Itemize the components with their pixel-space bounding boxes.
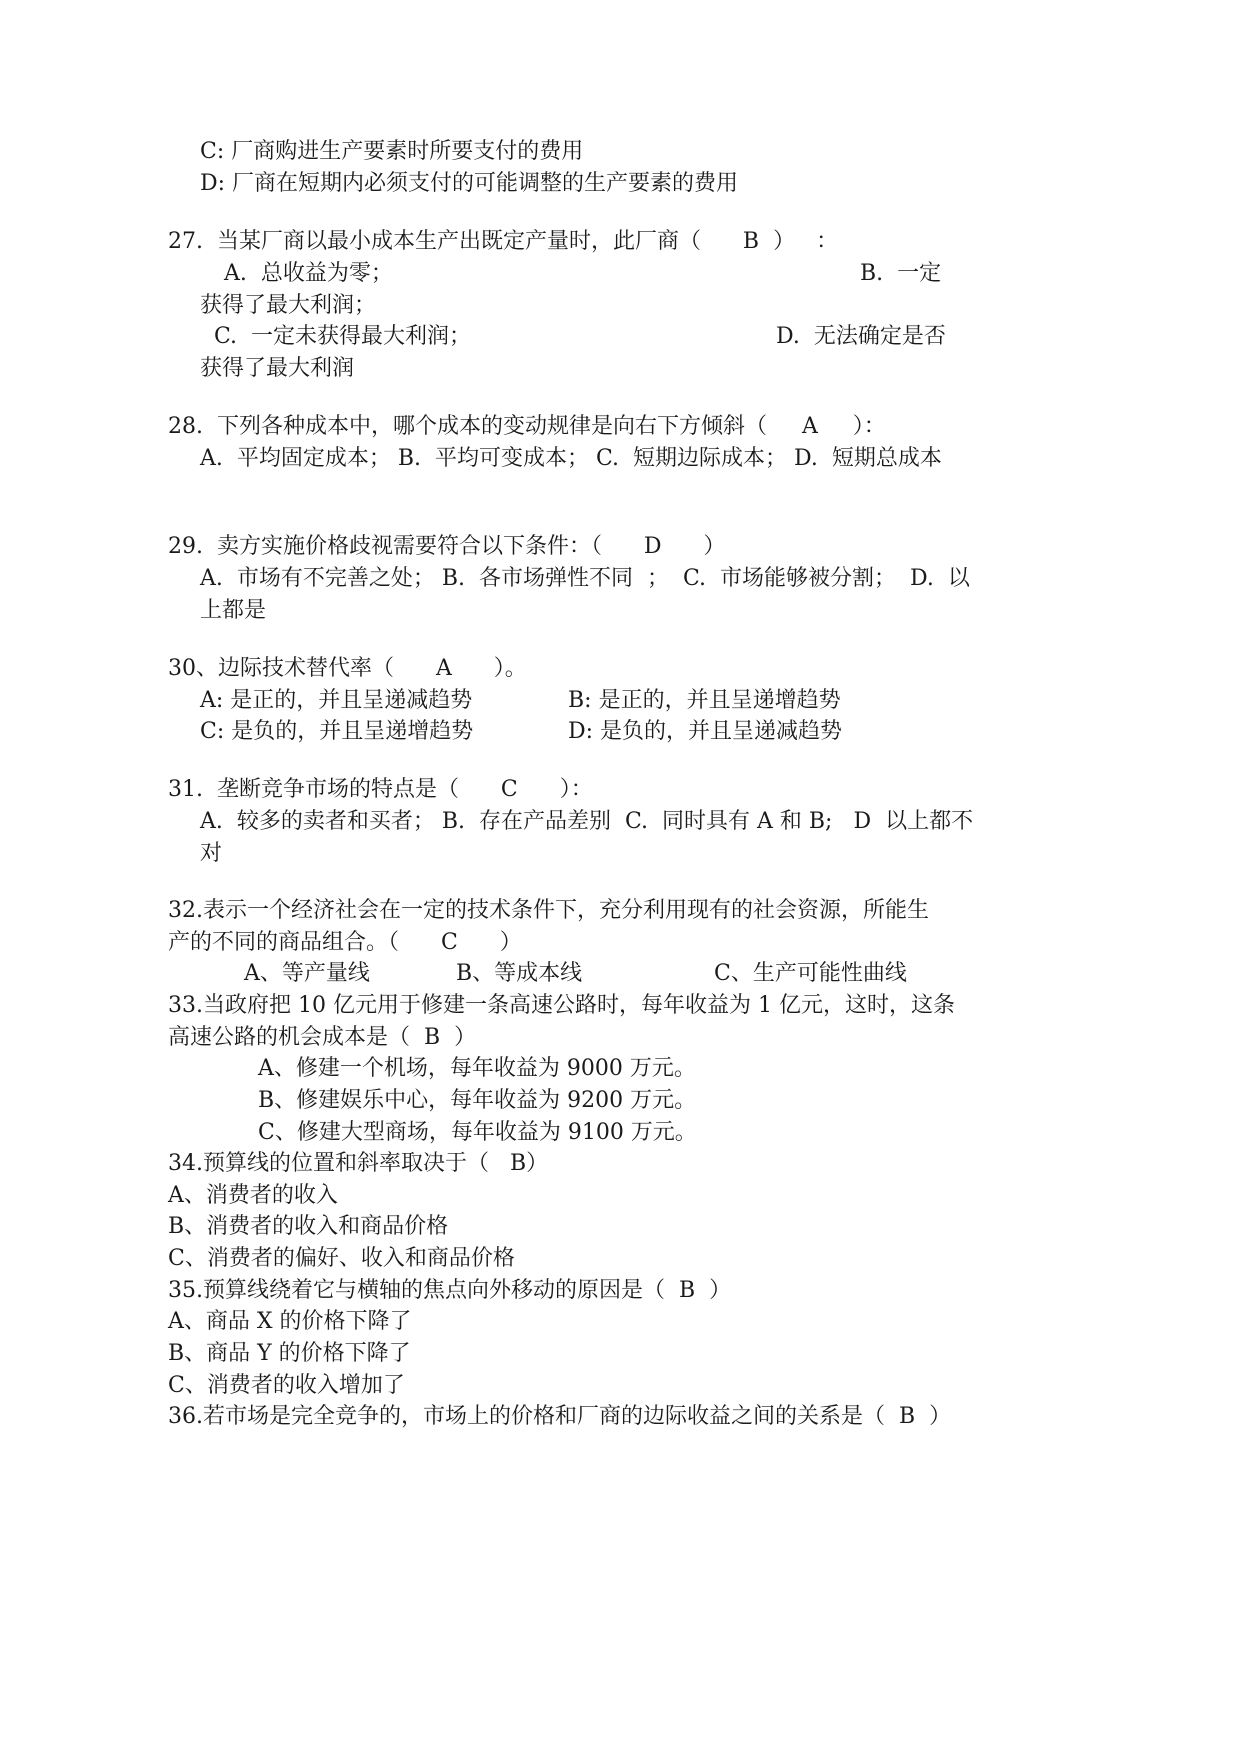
- q31-stem: 31. 垄断竞争市场的特点是（ C ）：: [168, 777, 593, 802]
- q34-option-c: C、消费者的偏好、收入和商品价格: [168, 1246, 515, 1271]
- q27-option-d-start: D. 无法确定是否: [776, 324, 946, 349]
- q27-option-d-end: 获得了最大利润: [200, 356, 355, 381]
- q29-options-line1: A. 市场有不完善之处； B. 各市场弹性不同 ； C. 市场能够被分割； D. 以: [200, 566, 970, 591]
- q30-option-c: C: 是负的，并且呈递增趋势: [200, 719, 474, 744]
- q33-option-c: C、修建大型商场，每年收益为 9100 万元。: [258, 1120, 697, 1145]
- q33-option-a: A、修建一个机场，每年收益为 9000 万元。: [258, 1056, 696, 1081]
- q30-option-d: D: 是负的，并且呈递减趋势: [568, 719, 843, 744]
- q35-option-a: A、商品 X 的价格下降了: [168, 1309, 412, 1334]
- q30-option-b: B: 是正的，并且呈递增趋势: [568, 688, 841, 713]
- q31-options-line2: 对: [200, 841, 223, 866]
- q30-option-a: A: 是正的，并且呈递减趋势: [200, 688, 473, 713]
- q36-stem: 36.若市场是完全竞争的，市场上的价格和厂商的边际收益之间的关系是（ B ）: [168, 1404, 952, 1429]
- q28-options: A. 平均固定成本； B. 平均可变成本； C. 短期边际成本； D. 短期总成本: [200, 446, 942, 471]
- q27-option-a: A. 总收益为零；: [224, 261, 393, 286]
- q29-options-line2: 上都是: [200, 598, 267, 623]
- q35-option-b: B、商品 Y 的价格下降了: [168, 1341, 411, 1366]
- q27-option-c: C. 一定未获得最大利润；: [214, 324, 472, 349]
- q33-stem-line1: 33.当政府把 10 亿元用于修建一条高速公路时，每年收益为 1 亿元，这时，这条: [168, 993, 955, 1018]
- q33-option-b: B、修建娱乐中心，每年收益为 9200 万元。: [258, 1088, 697, 1113]
- q32-stem-line2: 产的不同的商品组合。（ C ）: [168, 930, 522, 955]
- q33-stem-line2: 高速公路的机会成本是（ B ）: [168, 1025, 477, 1050]
- q35-option-c: C、消费者的收入增加了: [168, 1373, 405, 1398]
- q34-stem: 34.预算线的位置和斜率取决于（ B）: [168, 1151, 549, 1176]
- q32-option-c: C、生产可能性曲线: [714, 961, 907, 986]
- q27-stem: 27. 当某厂商以最小成本生产出既定产量时，此厂商（ B ） ：: [168, 229, 839, 254]
- q31-options-line1: A. 较多的卖者和买者； B. 存在产品差别 C. 同时具有 A 和 B; D 以上都不: [200, 809, 974, 834]
- q28-stem: 28. 下列各种成本中，哪个成本的变动规律是向右下方倾斜（ A ）：: [168, 414, 886, 439]
- q26-option-d: D: 厂商在短期内必须支付的可能调整的生产要素的费用: [200, 171, 739, 196]
- q35-stem: 35.预算线绕着它与横轴的焦点向外移动的原因是（ B ）: [168, 1278, 732, 1303]
- q27-option-b-end: 获得了最大利润；: [200, 293, 377, 318]
- q29-stem: 29. 卖方实施价格歧视需要符合以下条件：（ D ）: [168, 534, 726, 559]
- q27-option-b-start: B. 一定: [860, 261, 942, 286]
- q26-option-c: C: 厂商购进生产要素时所要支付的费用: [200, 139, 584, 164]
- q30-stem: 30、边际技术替代率（ A ）。: [168, 656, 527, 681]
- q32-stem-line1: 32.表示一个经济社会在一定的技术条件下，充分利用现有的社会资源，所能生: [168, 898, 929, 923]
- q32-option-a: A、等产量线: [244, 961, 370, 986]
- q32-option-b: B、等成本线: [456, 961, 583, 986]
- q34-option-b: B、消费者的收入和商品价格: [168, 1214, 449, 1239]
- q34-option-a: A、消费者的收入: [168, 1183, 338, 1208]
